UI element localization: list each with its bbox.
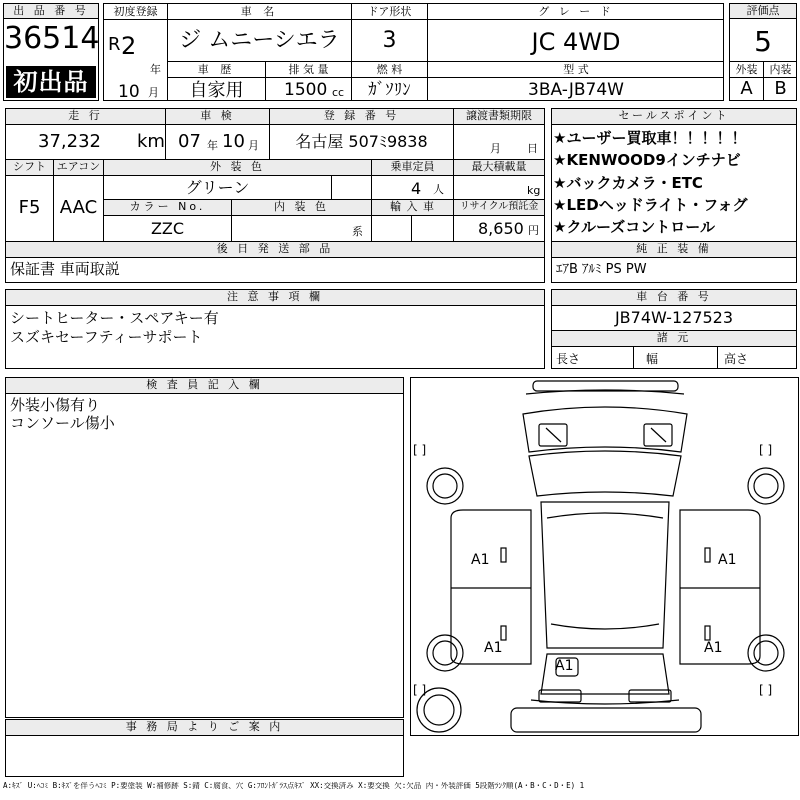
- mark-right-rear: A1: [704, 640, 723, 656]
- sales-point-3: ★バックカメラ・ETC: [553, 174, 703, 192]
- note-line-2: スズキセーフティーサポート: [10, 328, 203, 346]
- sales-point-5: ★クルーズコントロール: [553, 218, 715, 236]
- length-label: 長さ: [556, 352, 581, 366]
- inspector-line-1: 外装小傷有り: [10, 396, 101, 414]
- exterior-grade-label: 外装: [735, 63, 758, 76]
- later-parts: 保証書 車両取説: [10, 260, 120, 278]
- notes-label: 注 意 事 項 欄: [5, 289, 545, 306]
- first-reg-year: 2: [121, 32, 137, 60]
- sales-point-4: ★LEDヘッドライト・フォグ: [553, 196, 748, 214]
- history: 自家用: [189, 80, 244, 101]
- inspection-year: 07: [178, 131, 201, 152]
- bracket-front: [ ]: [413, 443, 427, 457]
- fuel-label: 燃 料: [376, 63, 403, 76]
- history-label: 車 歴: [197, 63, 236, 76]
- aircon-label: エアコン: [53, 159, 104, 176]
- year-unit: 年: [150, 63, 161, 76]
- doors: 3: [382, 28, 397, 53]
- lot-number-label: 出 品 番 号: [3, 3, 99, 19]
- equipment-label: 純 正 装 備: [551, 241, 797, 258]
- score: 5: [754, 25, 772, 58]
- mark-left-front: A1: [471, 552, 490, 568]
- later-parts-label: 後 日 発 送 部 品: [5, 241, 545, 258]
- transfer-day-unit: 日: [527, 142, 538, 155]
- model-code: 3BA-JB74W: [528, 80, 624, 100]
- capacity: 4: [411, 179, 422, 198]
- sales-points-label: セールスポイント: [551, 108, 797, 125]
- mark-right-front: A1: [718, 552, 737, 568]
- recycle-label: リサイクル預託金: [453, 199, 545, 216]
- aircon: AAC: [59, 197, 98, 218]
- inspection-label: 車 検: [165, 108, 270, 125]
- bracket-front-right: [ ]: [759, 443, 773, 457]
- month-unit: 月: [148, 86, 159, 99]
- plate-label: 登 録 番 号: [269, 108, 454, 125]
- load-label: 最大積載量: [453, 159, 545, 176]
- transfer-month-unit: 月: [490, 142, 501, 155]
- fuel: ｶﾞｿﾘﾝ: [368, 80, 411, 100]
- displacement-unit: cc: [332, 86, 345, 99]
- recycle-amount: 8,650: [478, 219, 524, 238]
- capacity-label: 乗車定員: [371, 159, 454, 176]
- transfer-label: 譲渡書類期限: [453, 108, 545, 125]
- capacity-unit: 人: [433, 183, 444, 196]
- displacement: 1500: [284, 80, 328, 100]
- color-no-label: カラー No.: [103, 199, 232, 216]
- interior-color-label: 内 装 色: [231, 199, 372, 216]
- mileage-unit: km: [137, 131, 165, 152]
- era: R: [108, 34, 121, 55]
- first-reg-label: 初度登録: [113, 5, 158, 18]
- sales-point-1: ★ユーザー買取車！！！！！: [553, 129, 747, 147]
- chassis-number: JB74W-127523: [614, 308, 734, 327]
- color-label: 外 装 色: [103, 159, 372, 176]
- mark-left-rear: A1: [484, 640, 503, 656]
- interior-grade: B: [774, 78, 787, 99]
- inspector-label: 検 査 員 記 入 欄: [5, 377, 404, 394]
- car-outline-icon: [411, 378, 800, 737]
- first-listing-badge: 初出品: [6, 66, 96, 98]
- load-unit: kg: [527, 184, 541, 197]
- inspection-year-unit: 年: [207, 139, 218, 152]
- sales-point-2: ★KENWOOD9インチナビ: [553, 151, 741, 169]
- height-label: 高さ: [724, 352, 749, 366]
- doors-label: ドア形状: [367, 5, 412, 18]
- recycle-unit: 円: [528, 224, 539, 237]
- body-color: グリーン: [185, 178, 250, 197]
- interior-grade-label: 内装: [769, 63, 792, 76]
- shift: F5: [18, 197, 41, 218]
- inspection-month: 10: [222, 131, 245, 152]
- office-label: 事 務 局 よ り ご 案 内: [5, 719, 404, 736]
- inspection-month-unit: 月: [248, 139, 259, 152]
- bracket-rear: [ ]: [413, 683, 427, 697]
- legend: A:ｷｽﾞ U:ﾍｺﾐ B:ｷｽﾞを伴うﾍｺﾐ P:要塗装 W:補修跡 S:錆 C:腐食、穴 G:ﾌﾛﾝﾄｶﾞﾗｽ点ｷｽﾞ XX:交換済み X:要交換 欠:欠品 内・外装評価 5段階ﾗﾝｸ順(A・B・C・D・E) 1: [3, 782, 585, 790]
- car-name-label: 車 名: [240, 5, 279, 18]
- interior-color-unit: 系: [352, 225, 363, 238]
- score-label: 評価点: [729, 3, 797, 19]
- exterior-grade: A: [740, 78, 753, 99]
- width-label: 幅: [646, 352, 659, 366]
- equipment: ｴｱB ｱﾙﾐ PS PW: [556, 262, 647, 277]
- note-line-1: シートヒーター・スペアキー有: [10, 309, 219, 327]
- bracket-rear-right: [ ]: [759, 683, 773, 697]
- first-reg-month: 10: [118, 82, 140, 102]
- displacement-label: 排 気 量: [288, 63, 329, 76]
- lot-number: 36514: [4, 21, 100, 56]
- mark-rear-center: A1: [555, 658, 574, 674]
- import-label: 輸 入 車: [371, 199, 454, 216]
- model-code-label: 型 式: [563, 63, 589, 76]
- dims-label: 諸 元: [551, 330, 797, 347]
- mileage: 37,232: [38, 131, 101, 152]
- shift-label: シフト: [5, 159, 54, 176]
- chassis-label: 車 台 番 号: [551, 289, 797, 306]
- grade-label: グ レ ー ド: [538, 5, 614, 18]
- inspector-line-2: コンソール傷小: [10, 414, 115, 432]
- mileage-label: 走 行: [5, 108, 166, 125]
- plate: 名古屋 507ﾐ9838: [295, 132, 428, 151]
- car-damage-diagram: [410, 377, 799, 736]
- color-no: ZZC: [150, 219, 185, 238]
- car-name: ジ ムニーシエラ: [179, 28, 340, 53]
- grade: JC 4WD: [531, 28, 621, 56]
